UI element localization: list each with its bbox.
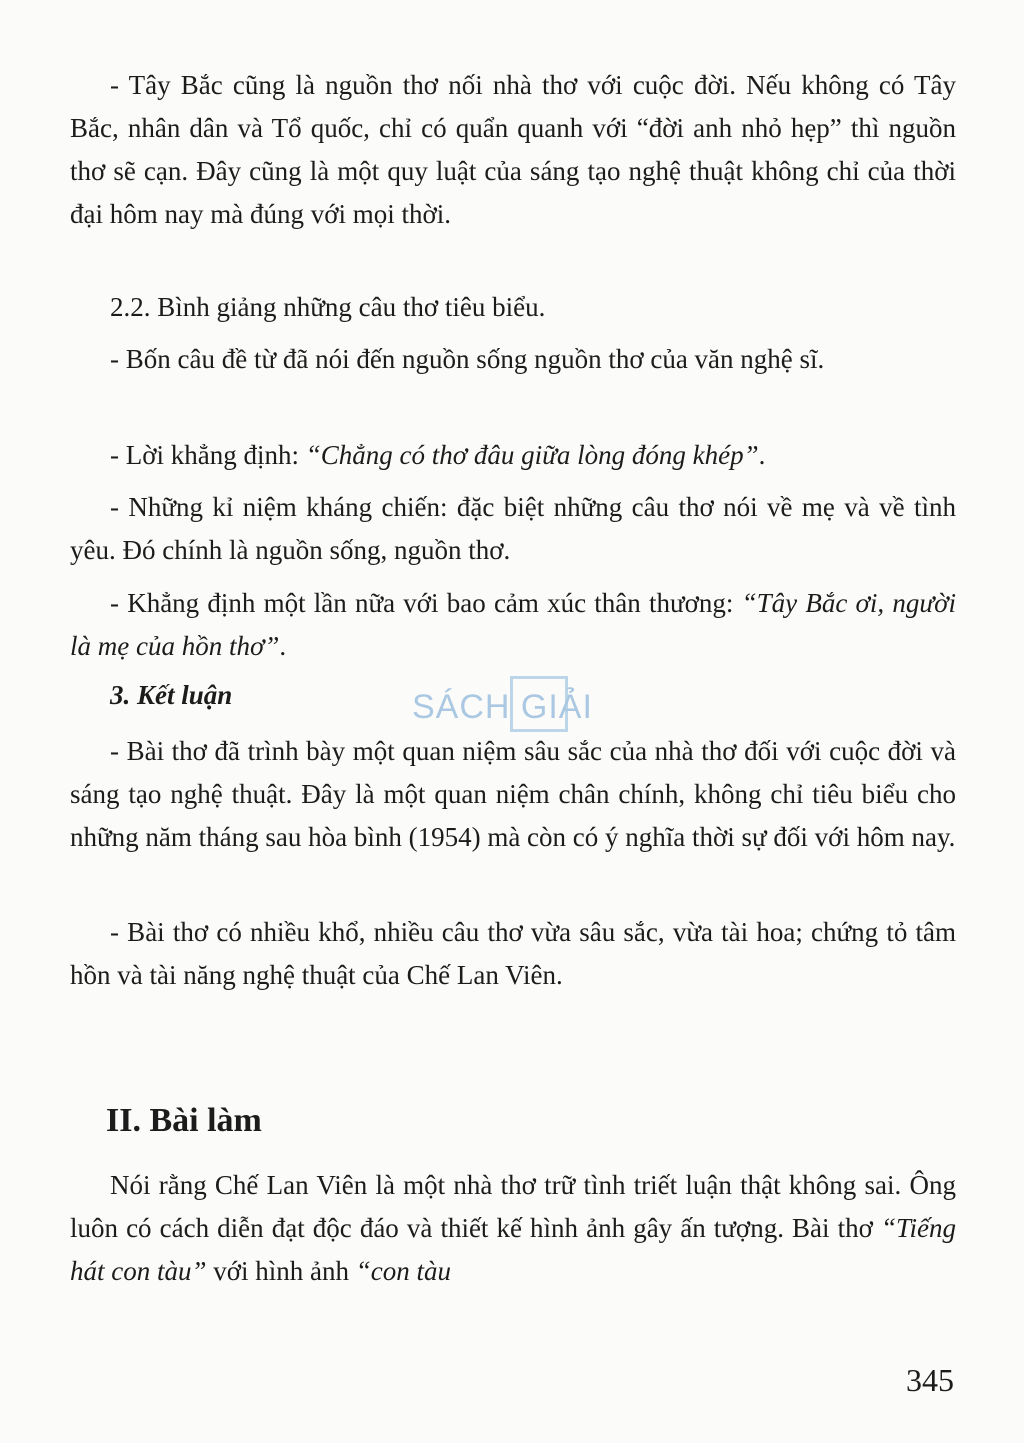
paragraph-text: - Lời khẳng định:: [110, 440, 306, 470]
watermark-logo: [410, 674, 620, 734]
paragraph-quan-niem-sau-sac: - Bài thơ đã trình bày một quan niệm sâu sắc của nhà thơ đối với cuộc đời và sáng tạo nghệ thuật. Đây là một quan niệm chân chính, không chỉ tiêu biểu cho những năm tháng sau hòa bình (1954) mà còn có ý nghĩa thời sự đối với hôm nay.: [70, 736, 956, 852]
paragraph-bai-lam-intro: [70, 1164, 956, 1293]
poem-quote: “Chẳng có thơ đâu giữa lòng đóng khép”: [305, 440, 759, 470]
paragraph-loi-khang-dinh: [70, 434, 956, 477]
paragraph-text: .: [279, 631, 287, 661]
poem-quote: “Tây Bắc ơi, người là mẹ của hồn thơ”: [70, 588, 957, 661]
page-number: 345: [906, 1362, 954, 1398]
subheading-ket-luan: 3. Kết luận: [110, 680, 233, 710]
paragraph-tay-bac-nguon-tho: - Tây Bắc cũng là nguồn thơ nối nhà thơ với cuộc đời. Nếu không có Tây Bắc, nhân dân và Tổ quốc, chỉ có quẩn quanh với “đời anh nhỏ hẹp” thì nguồn thơ sẽ cạn. Đây cũng là một quy luật của sáng tạo nghệ thuật không chỉ của thời đại hôm nay mà đúng với mọi thời.: [70, 70, 956, 229]
paragraph-nhieu-kho-tho: - Bài thơ có nhiều khổ, nhiều câu thơ vừa sâu sắc, vừa tài hoa; chứng tỏ tâm hồn và tài năng nghệ thuật của Chế Lan Viên.: [70, 917, 956, 990]
paragraph-text: .: [758, 440, 766, 470]
paragraph-text: - Khẳng định một lần nữa với bao cảm xúc thân thương:: [110, 588, 742, 618]
paragraph-bon-cau-de-tu: - Bốn câu đề từ đã nói đến nguồn sống nguồn thơ của văn nghệ sĩ.: [110, 344, 825, 374]
watermark-frame: [510, 676, 568, 732]
watermark-text: SÁCH GIẢI: [412, 688, 593, 726]
paragraph-khang-dinh-lan-nua: [70, 582, 956, 668]
section-title-bai-lam: II. Bài làm: [106, 1102, 262, 1139]
paragraph-ki-niem-khang-chien: - Những kỉ niệm kháng chiến: đặc biệt những câu thơ nói về mẹ và về tình yêu. Đó chính là nguồn sống, nguồn thơ.: [70, 492, 956, 565]
paragraph-text: với hình ảnh: [206, 1256, 356, 1286]
paragraph-text: Nói rằng Chế Lan Viên là một nhà thơ trữ tình triết luận thật không sai. Ông luôn có cách diễn đạt độc đáo và thiết kế hình ảnh gây ấn tượng. Bài thơ: [70, 1170, 956, 1243]
poem-title-quote: “Tiếng hát con tàu”: [70, 1213, 956, 1286]
poem-image-quote: “con tàu: [355, 1256, 452, 1286]
paragraph-binh-giang-heading: 2.2. Bình giảng những câu thơ tiêu biểu.: [110, 292, 546, 322]
